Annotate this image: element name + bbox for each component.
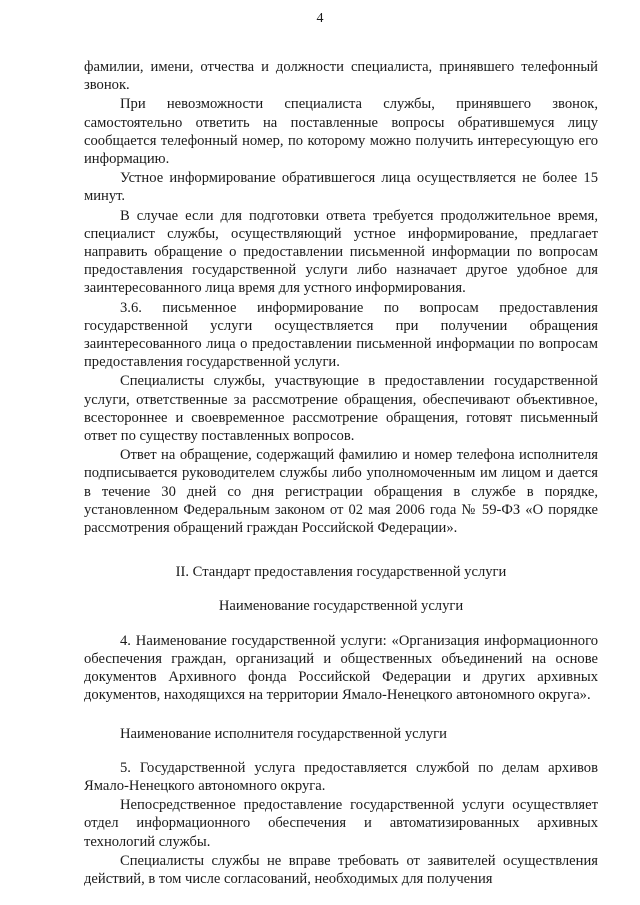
paragraph-7: Ответ на обращение, содержащий фамилию и номер телефона исполнителя подписывается руководителем службы либо уполномоченным им лицом и дается в течение 30 дней со дня регистрации обращения в службе в порядке, установленном Федеральным законом от 02 мая 2006 года № 59-ФЗ «О порядке рассмотрения обращений граждан Российской Федерации». bbox=[84, 447, 598, 537]
paragraph-3: Устное информирование обратившегося лица осуществляется не более 15 минут. bbox=[84, 170, 598, 205]
section-heading: II. Стандарт предоставления государственной услуги bbox=[175, 564, 507, 581]
paragraph-4: В случае если для подготовки ответа требуется продолжительное время, специалист службы, осуществляющий устное информирование, предлагает направить обращение о предоставлении письменной информации по вопросам предоставления государственной услуги либо назначает другое удобное для заинтересованного лица время для устного информирования. bbox=[84, 207, 598, 297]
paragraph-direct-provision: Непосредственное предоставление государственной услуги осуществляет отдел информационного обеспечения и автоматизированных архивных технологий службы. bbox=[84, 797, 598, 850]
paragraph-6: Специалисты службы, участвующие в предоставлении государственной услуги, ответственные за рассмотрение обращения, обеспечивают объективное, всестороннее и своевременное рассмотрение обращения, готовят письменный ответ по существу поставленных вопросов. bbox=[84, 373, 598, 445]
paragraph-item-4: 4. Наименование государственной услуги: «Организация информационного обеспечения граждан, организаций и общественных объединений на основе документов Архивного фонда Российской Федерации и других архивных документов, находящихся на территории Ямало-Ненецкого автономного округа». bbox=[84, 632, 598, 704]
document-body bbox=[84, 58, 598, 888]
paragraph-3-6: 3.6. письменное информирование по вопросам предоставления государственной услуги осуществляется при получении обращения заинтересованного лица о предоставлении письменной информации по вопросам предоставления государственной услуги. bbox=[84, 299, 598, 371]
paragraph-2: При невозможности специалиста службы, принявшего звонок, самостоятельно ответить на поставленные вопросы обратившемуся лицу сообщается телефонный номер, по которому можно получить интересующую его информацию. bbox=[84, 96, 598, 168]
paragraph-item-5: 5. Государственной услуга предоставляется службой по делам архивов Ямало-Ненецкого автономного округа. bbox=[84, 759, 598, 794]
subheading-service-executor: Наименование исполнителя государственной услуги bbox=[120, 725, 447, 742]
page-number: 4 bbox=[316, 11, 324, 26]
paragraph-specialists-restriction: Специалисты службы не вправе требовать от заявителей осуществления действий, в том числе согласований, необходимых для получения bbox=[84, 852, 598, 887]
subheading-service-name: Наименование государственной услуги bbox=[218, 598, 464, 615]
paragraph-1: фамилии, имени, отчества и должности специалиста, принявшего телефонный звонок. bbox=[84, 59, 598, 94]
